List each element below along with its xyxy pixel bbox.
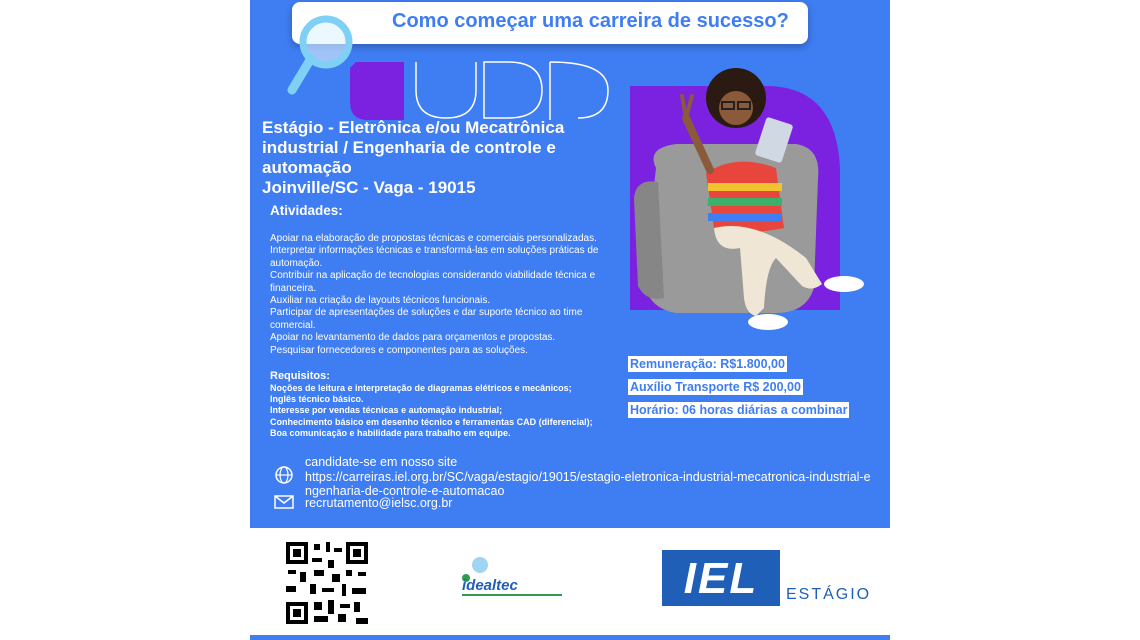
activity-item: Apoiar no levantamento de dados para orçamentos e propostas. — [270, 332, 556, 344]
activities-list — [270, 233, 615, 357]
activity-item: Auxiliar na criação de layouts técnicos funcionais. — [270, 295, 491, 307]
salary-label: Remuneração: R$1.800,00 — [630, 357, 785, 371]
job-title-line: industrial / Engenharia de controle e — [262, 138, 556, 157]
activities-heading: Atividades: — [270, 203, 343, 218]
transport-label: Auxílio Transporte R$ 200,00 — [630, 380, 801, 394]
job-title-line: Joinville/SC - Vaga - 19015 — [262, 178, 476, 197]
title-banner — [292, 2, 808, 44]
iel-logo-text: IEL — [683, 554, 759, 603]
job-poster — [250, 0, 890, 528]
activity-item: Apoiar na elaboração de propostas técnicas e comerciais personalizadas. — [270, 233, 597, 244]
globe-icon — [274, 465, 294, 485]
apply-cta: candidate-se em nosso site — [305, 455, 458, 469]
requirement-item: Conhecimento básico em desenho técnico e ferramentas CAD (diferencial); — [270, 416, 593, 427]
partner-logo-text: idealtec — [462, 577, 518, 594]
job-title — [262, 118, 592, 198]
application-link[interactable]: https://carreiras.iel.org.br/SC/vaga/estagio/19015/estagio-eletronica-industrial-mecatronica-industrial-engenharia-de-controle-e-automacao — [305, 470, 871, 498]
job-title-line: automação — [262, 158, 352, 177]
decorative-shapes — [346, 60, 616, 125]
requirement-item: Noções de leitura e interpretação de diagramas elétricos e mecânicos; — [270, 383, 572, 393]
activity-item: Pesquisar fornecedores e componentes para as soluções. — [270, 344, 528, 356]
iel-logo — [662, 550, 780, 606]
qr-code-icon[interactable] — [284, 540, 370, 626]
partner-logo — [458, 556, 568, 600]
job-title-line: Estágio - Eletrônica e/ou Mecatrônica — [262, 118, 565, 137]
contact-email[interactable]: recrutamento@ielsc.org.br — [305, 496, 453, 510]
hours-label: Horário: 06 horas diárias a combinar — [630, 403, 848, 417]
mail-icon — [274, 494, 294, 510]
activity-item: Interpretar informações técnicas e transformá-las em soluções práticas de automação. — [270, 245, 599, 269]
page-title: Como começar uma carreira de sucesso? — [392, 10, 789, 32]
footer-logos — [250, 528, 890, 640]
requirement-item: Interesse por vendas técnicas e automação industrial; — [270, 405, 503, 416]
woman-in-chair-illustration — [616, 58, 876, 343]
requirements-heading: Requisitos: — [270, 370, 330, 382]
requirement-item: Inglês técnico básico. — [270, 394, 364, 405]
iel-estagio-label: ESTÁGIO — [786, 586, 872, 603]
requirement-item: Boa comunicação e habilidade para trabalho em equipe. — [270, 427, 511, 438]
requirements-list — [270, 383, 600, 439]
footer-divider — [250, 635, 890, 640]
activity-item: Participar de apresentações de soluções e dar suporte técnico ao time comercial. — [270, 307, 583, 331]
activity-item: Contribuir na aplicação de tecnologias considerando viabilidade técnica e financeira. — [270, 270, 596, 294]
